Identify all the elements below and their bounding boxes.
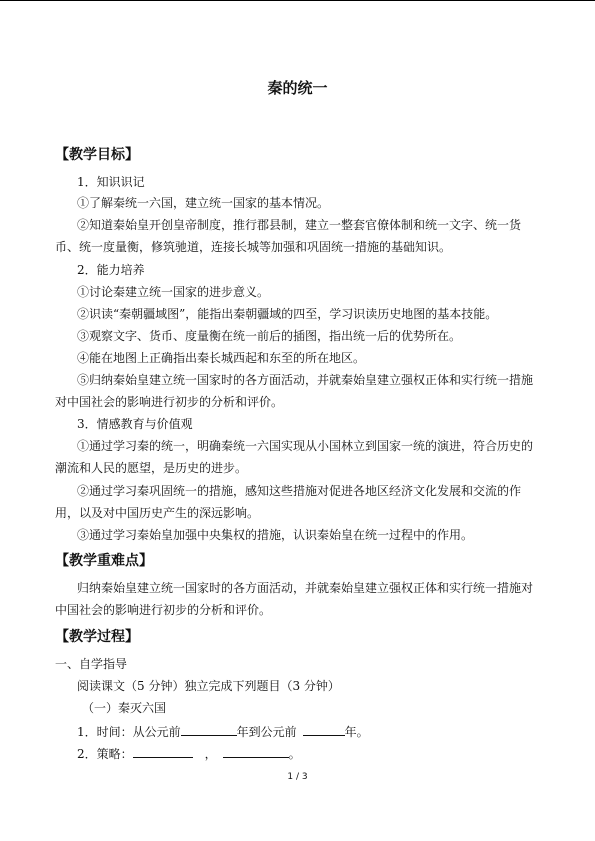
subheading-qin-conquest: （一）秦灭六国 — [82, 701, 167, 715]
page-title: 秦的统一 — [267, 79, 328, 97]
section-heading-key-points: 【教学重难点】 — [55, 553, 153, 569]
paragraph: ⑤归纳秦始皇建立统一国家时的各方面活动，并就秦始皇建立强权正体和实行统一措施 — [77, 373, 534, 387]
question-text: 年。 — [344, 725, 369, 739]
paragraph: 归纳秦始皇建立统一国家时的各方面活动，并就秦始皇建立强权正体和实行统一措施对 — [77, 581, 534, 595]
top-border — [0, 0, 595, 1]
subheading-self-study: 一、自学指导 — [55, 657, 128, 671]
page-number: 1 / 3 — [287, 772, 308, 782]
question-text: 2．策略： — [77, 747, 133, 761]
question-time — [77, 723, 369, 739]
paragraph: 中国社会的影响进行初步的分析和评价。 — [55, 603, 272, 617]
paragraph: 用，以及对中国历史产生的深远影响。 — [55, 506, 260, 520]
subheading-values: 3．情感教育与价值观 — [77, 417, 193, 431]
paragraph: ④能在地图上正确指出秦长城西起和东至的所在地区。 — [77, 351, 366, 365]
question-text: ， — [204, 747, 217, 761]
paragraph: ①通过学习秦的统一，明确秦统一六国实现从小国林立到国家一统的演进，符合历史的 — [77, 439, 534, 453]
paragraph: 阅读课文（5 分钟）独立完成下列题目（3 分钟） — [77, 679, 340, 693]
paragraph: 对中国社会的影响进行初步的分析和评价。 — [55, 395, 284, 409]
question-text: 。 — [288, 747, 301, 761]
paragraph: 潮流和人民的愿望，是历史的进步。 — [55, 461, 248, 475]
paragraph: ①讨论秦建立统一国家的进步意义。 — [77, 285, 270, 299]
answer-blank[interactable] — [303, 723, 345, 736]
answer-blank[interactable] — [181, 723, 237, 736]
question-strategy — [77, 745, 301, 761]
answer-blank[interactable] — [133, 745, 193, 758]
paragraph: 币、统一度量衡，修筑驰道，连接长城等加强和巩固统一措施的基础知识。 — [55, 240, 452, 254]
question-text: 1．时间：从公元前 — [77, 725, 181, 739]
paragraph: ②识读“秦朝疆域图”，能指出秦朝疆域的四至，学习识读历史地图的基本技能。 — [77, 307, 498, 321]
paragraph: ②知道秦始皇开创皇帝制度，推行郡县制，建立一整套官僚体制和统一文字、统一货 — [77, 218, 522, 232]
subheading-ability: 2．能力培养 — [77, 263, 145, 277]
section-heading-objectives: 【教学目标】 — [55, 147, 139, 163]
paragraph: ③观察文字、货币、度量衡在统一前后的插图，指出统一后的优势所在。 — [77, 329, 462, 343]
section-heading-process: 【教学过程】 — [55, 629, 139, 645]
subheading-knowledge: 1．知识识记 — [77, 175, 145, 189]
paragraph: ①了解秦统一六国，建立统一国家的基本情况。 — [77, 196, 330, 210]
answer-blank[interactable] — [223, 745, 289, 758]
paragraph: ③通过学习秦始皇加强中央集权的措施，认识秦始皇在统一过程中的作用。 — [77, 528, 474, 542]
paragraph: ②通过学习秦巩固统一的措施，感知这些措施对促进各地区经济文化发展和交流的作 — [77, 484, 522, 498]
question-text: 年到公元前 — [236, 725, 297, 739]
